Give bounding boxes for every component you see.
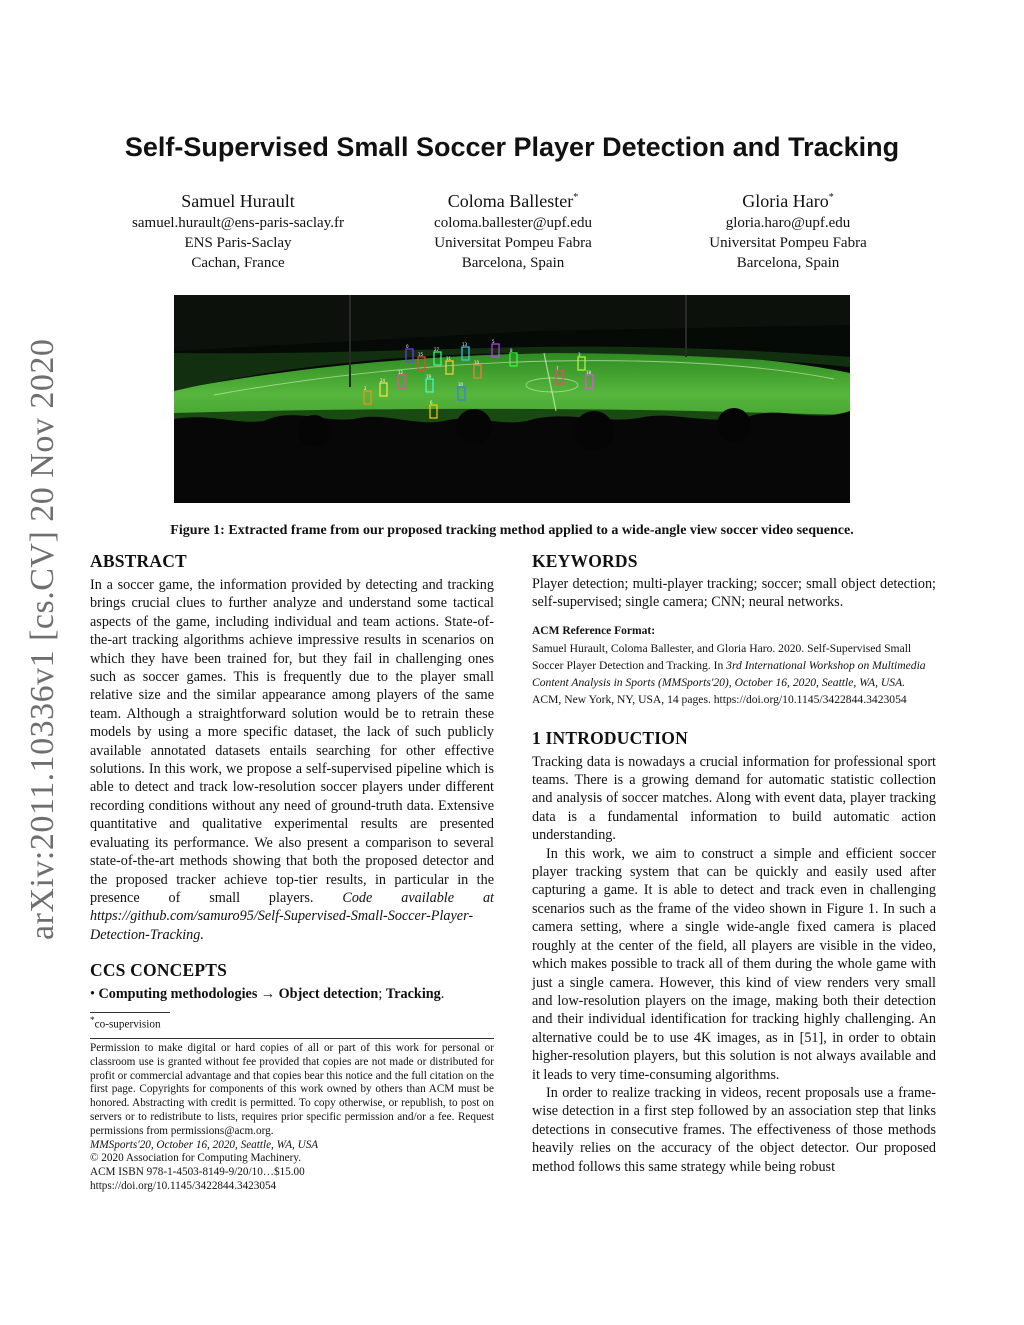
intro-paragraph-2: In this work, we aim to construct a simple and efficient soccer player tracking system that can be quickly and easily used after capturing a game. It is able to detect and track even in challenging scenarios such as the frame of the video shown in Figure 1. In such a camera setting, where a single wide-angle fixed camera is placed roughly at the center of the field, all players are visible in the video, which makes possible to track all of them during the whole game with just a single camera. However, this kind of view renders very small and low-resolution players on the image, making both their detection and their individual identification for tracking highly challenging. An alternative could be to use 4K images, as in [51], in order to obtain higher-resolution players, but this solution is not always available and it leads to very time-consuming algorithms. — [532, 845, 936, 1083]
player-id-label: 8 — [510, 348, 513, 353]
player-id-label: 30 — [458, 382, 464, 387]
permission-block — [90, 1042, 494, 1194]
soccer-stadium-illustration — [174, 295, 850, 503]
acm-reference-heading: ACM Reference Format: — [532, 624, 656, 637]
player-id-label: 2 — [364, 386, 367, 391]
player-id-label: 27 — [434, 347, 440, 352]
player-id-label: 24 — [380, 378, 386, 383]
ccs-heading: CCS CONCEPTS — [90, 960, 228, 981]
player-id-label: 6 — [430, 400, 433, 405]
paper-title: Self-Supervised Small Soccer Player Detection and Tracking — [124, 132, 900, 162]
author-affiliation: ENS Paris-Saclay — [184, 235, 292, 251]
copyright-line: © 2020 Association for Computing Machinery. — [90, 1152, 301, 1165]
left-column — [90, 550, 494, 1194]
permission-rule — [90, 1038, 494, 1039]
author-name: Gloria Haro* — [742, 191, 834, 211]
author-block — [368, 186, 658, 273]
footnote: *co-supervision — [90, 1015, 161, 1031]
player-id-label: 19 — [426, 374, 432, 379]
player-id-label: 18 — [586, 370, 592, 375]
author-name: Samuel Hurault — [181, 191, 295, 211]
arxiv-identifier: arXiv:2011.10336v1 [cs.CV] 20 Nov 2020 — [24, 338, 61, 940]
ccs-concepts: • Computing methodologies → Object detection; Tracking. — [90, 986, 445, 1003]
footnote-rule — [90, 1012, 170, 1013]
code-note: Code available at https://github.com/samuro95/Self-Supervised-Small-Soccer-Player-Detection-Tracking. — [90, 889, 494, 943]
player-id-label: 7 — [556, 366, 559, 371]
isbn-line: ACM ISBN 978-1-4503-8149-9/20/10…$15.00 — [90, 1166, 305, 1179]
author-location: Barcelona, Spain — [461, 255, 565, 271]
intro-paragraph-3: In order to realize tracking in videos, recent proposals use a frame-wise detection in a first step followed by an association step that links detections in consecutive frames. The effectiveness of those methods heavily relies on the accuracy of the object detector. Our proposed method follows this same strategy while being robust — [532, 1084, 936, 1175]
keywords-heading: KEYWORDS — [532, 551, 638, 571]
right-column — [532, 550, 936, 1176]
author-location: Cachan, France — [191, 255, 285, 271]
acm-reference: Samuel Hurault, Coloma Ballester, and Gloria Haro. 2020. Self-Supervised Small Soccer Player Detection and Tracking. In 3rd International Workshop on Multimedia Content Analysis in Sports (MMSports'20), October 16, 2020, Seattle, WA, USA. ACM, New York, NY, USA, 14 pages. https://doi.org/10.1145/3422844.3423054 — [532, 641, 926, 707]
player-id-label: 13 — [462, 342, 468, 347]
player-id-label: 0 — [406, 344, 409, 349]
player-id-label: 10 — [474, 360, 480, 365]
author-affiliation: Universitat Pompeu Fabra — [434, 235, 592, 251]
author-email: coloma.ballester@upf.edu — [434, 215, 592, 231]
author-affiliation: Universitat Pompeu Fabra — [709, 235, 867, 251]
venue-line: MMSports'20, October 16, 2020, Seattle, WA, USA — [90, 1138, 319, 1151]
keywords-list: Player detection; multi-player tracking; soccer; small object detection; self-supervised; single camera; CNN; neural networks. — [532, 576, 936, 611]
figure-1-image — [174, 295, 850, 503]
player-id-label: 31 — [446, 356, 452, 361]
player-id-label: 5 — [492, 339, 495, 344]
introduction-heading: 1 INTRODUCTION — [532, 727, 688, 748]
author-email: gloria.haro@upf.edu — [725, 215, 851, 231]
figure-caption: Figure 1: Extracted frame from our proposed tracking method applied to a wide-angle view soccer video sequence. — [170, 523, 854, 538]
abstract-body: In a soccer game, the information provided by detecting and tracking brings crucial clues to further analyze and understand some tactical aspects of the game, including individual and team actions. State-of-the-art tracking algorithms achieve impressive results in scenarios on which they have been trained for, but they fail in challenging ones such as soccer games. This is frequently due to the player small relative size and the similar appearance among players of the same team. Although a straightforward solution would be to retrain these models by using a more specific dataset, the lack of such publicly available annotated datasets entails searching for other effective solutions. In this work, we propose a self-supervised pipeline which is able to detect and track low-resolution soccer players under different recording conditions without any need of ground-truth data. Extensive quantitative and qualitative experimental results are presented evaluating its performance. We also present a comparison to several state-of-the-art methods showing that both the proposed detector and the proposed tracker achieve top-tier results, in particular in the presence of small players. Code available at https://github.com/samuro95/Self-Supervised-Small-Soccer-Player-Detection-Tracking. — [90, 577, 494, 943]
doi-link[interactable]: https://doi.org/10.1145/3422844.3423054 — [90, 1180, 277, 1193]
player-id-label: 15 — [418, 352, 424, 357]
author-name: Coloma Ballester* — [447, 191, 579, 211]
intro-paragraph-1: Tracking data is nowadays a crucial information for professional sport teams. There is a growing demand for automatic statistic collection and analysis of soccer matches. Along with event data, player tracking data is a fundamental information to build automatic action understanding. — [532, 753, 936, 844]
author-location: Barcelona, Spain — [736, 255, 840, 271]
author-email: samuel.hurault@ens-paris-saclay.fr — [132, 215, 344, 231]
player-id-label: 3 — [578, 352, 581, 357]
abstract-heading: ABSTRACT — [90, 551, 187, 571]
author-block — [643, 186, 933, 273]
author-block — [93, 186, 383, 273]
player-id-label: 12 — [398, 370, 404, 375]
permission-text: Permission to make digital or hard copies of all or part of this work for personal or classroom use is granted without fee provided that copies are not made or distributed for profit or commercial advantage and that copies bear this notice and the full citation on the first page. Copyrights for components of this work owned by others than ACM must be honored. Abstracting with credit is permitted. To copy otherwise, or republish, to post on servers or to redistribute to lists, requires prior specific permission and/or a fee. Request permissions from permissions@acm.org. — [90, 1042, 494, 1137]
